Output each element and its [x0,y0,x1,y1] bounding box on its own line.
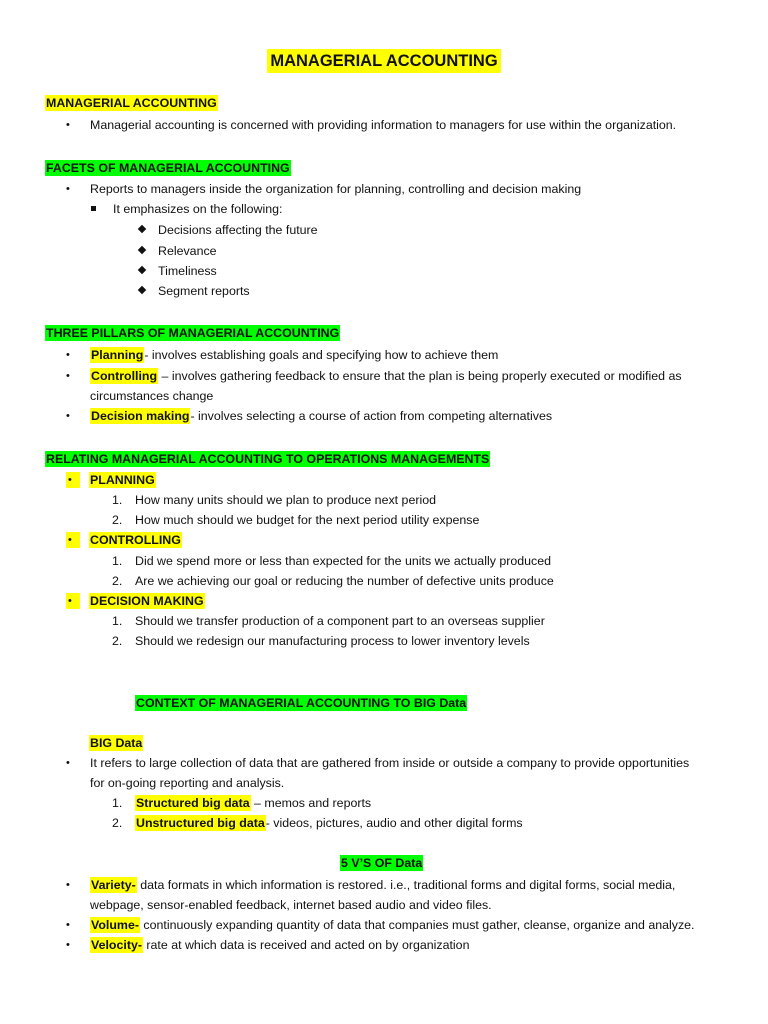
bullet-icon: • [68,474,72,486]
list-item: Timeliness [158,264,217,278]
list-item [135,795,371,811]
bullet-icon: • [68,595,72,607]
list-number: 1. [112,796,123,810]
list-item: It refers to large collection of data that are gathered from inside or outside a company to provide opportunities [90,756,690,770]
diamond-bullet-icon [138,286,146,294]
term-text: - involves establishing goals and specifying how to achieve them [144,348,499,362]
section-heading: RELATING MANAGERIAL ACCOUNTING TO OPERATIONS MANAGEMENTS [46,452,490,466]
list-number: 2. [112,574,123,588]
bullet-icon: • [66,119,70,131]
bullet-icon: • [66,370,70,382]
bullet-icon: • [66,183,70,195]
list-item-continuation: circumstances change [90,389,214,403]
list-number: 2. [112,513,123,527]
list-item: Segment reports [158,284,250,298]
list-number: 2. [112,816,123,830]
list-item: It emphasizes on the following: [113,202,283,216]
section-heading: THREE PILLARS OF MANAGERIAL ACCOUNTING [46,326,340,340]
list-item-continuation: webpage, sensor-enabled feedback, internet based audio and video files. [90,898,492,912]
bullet-icon: • [66,879,70,891]
list-item: Reports to managers inside the organization for planning, controlling and decision making [90,182,582,196]
list-item-continuation: for on-going reporting and analysis. [90,776,285,790]
section-heading: CONTEXT OF MANAGERIAL ACCOUNTING TO BIG Data [136,696,467,710]
subsection-heading: CONTROLLING [90,533,181,547]
bullet-icon: • [66,939,70,951]
term-highlight: Unstructured big data [136,816,265,830]
list-number: 1. [112,554,123,568]
term-text: – involves gathering feedback to ensure that the plan is being properly executed or modified as [158,369,682,383]
subsection-heading: BIG Data [90,736,143,750]
bullet-icon: • [66,919,70,931]
bullet-icon: • [66,410,70,422]
list-item [90,937,469,953]
bullet-icon: • [66,757,70,769]
list-item: How much should we budget for the next period utility expense [135,513,480,527]
section-heading: 5 V’S OF Data [341,856,423,870]
list-item [135,815,523,831]
list-item: Should we transfer production of a component part to an overseas supplier [135,614,545,628]
section-heading: MANAGERIAL ACCOUNTING [46,96,217,110]
list-item [90,408,552,424]
term-text: continuously expanding quantity of data that companies must gather, cleanse, organize and analyze. [139,918,695,932]
list-item: Managerial accounting is concerned with providing information to managers for use within the organization. [90,118,677,132]
list-item: Should we redesign our manufacturing process to lower inventory levels [135,634,530,648]
subsection-heading: PLANNING [90,473,155,487]
list-item [90,917,694,933]
term-text: – memos and reports [250,796,372,810]
list-item [90,877,675,893]
list-item: Are we achieving our goal or reducing the number of defective units produce [135,574,554,588]
term-highlight: Decision making [91,409,190,423]
subsection-heading: DECISION MAKING [90,594,204,608]
list-number: 1. [112,493,123,507]
diamond-bullet-icon [138,225,146,233]
list-item: How many units should we plan to produce next period [135,493,436,507]
page-title: MANAGERIAL ACCOUNTING [267,49,500,73]
term-highlight: Structured big data [136,796,250,810]
term-text: data formats in which information is restored. i.e., traditional forms and digital forms, social media, [136,878,676,892]
diamond-bullet-icon [138,246,146,254]
list-item [90,347,498,363]
list-item: Did we spend more or less than expected for the units we actually produced [135,554,552,568]
term-text: rate at which data is received and acted on by organization [142,938,470,952]
list-item: Relevance [158,244,217,258]
term-highlight: Controlling [91,369,158,383]
square-bullet-icon [91,206,96,211]
list-item [90,368,682,384]
bullet-icon: • [68,534,72,546]
list-number: 1. [112,614,123,628]
section-heading: FACETS OF MANAGERIAL ACCOUNTING [46,161,290,175]
term-highlight: Planning [91,348,144,362]
term-text: - videos, pictures, audio and other digital forms [265,816,523,830]
list-number: 2. [112,634,123,648]
term-highlight: Volume- [91,918,139,932]
term-highlight: Velocity- [91,938,142,952]
diamond-bullet-icon [138,266,146,274]
bullet-icon: • [66,349,70,361]
list-item: Decisions affecting the future [158,223,318,237]
term-text: - involves selecting a course of action from competing alternatives [190,409,553,423]
term-highlight: Variety- [91,878,136,892]
